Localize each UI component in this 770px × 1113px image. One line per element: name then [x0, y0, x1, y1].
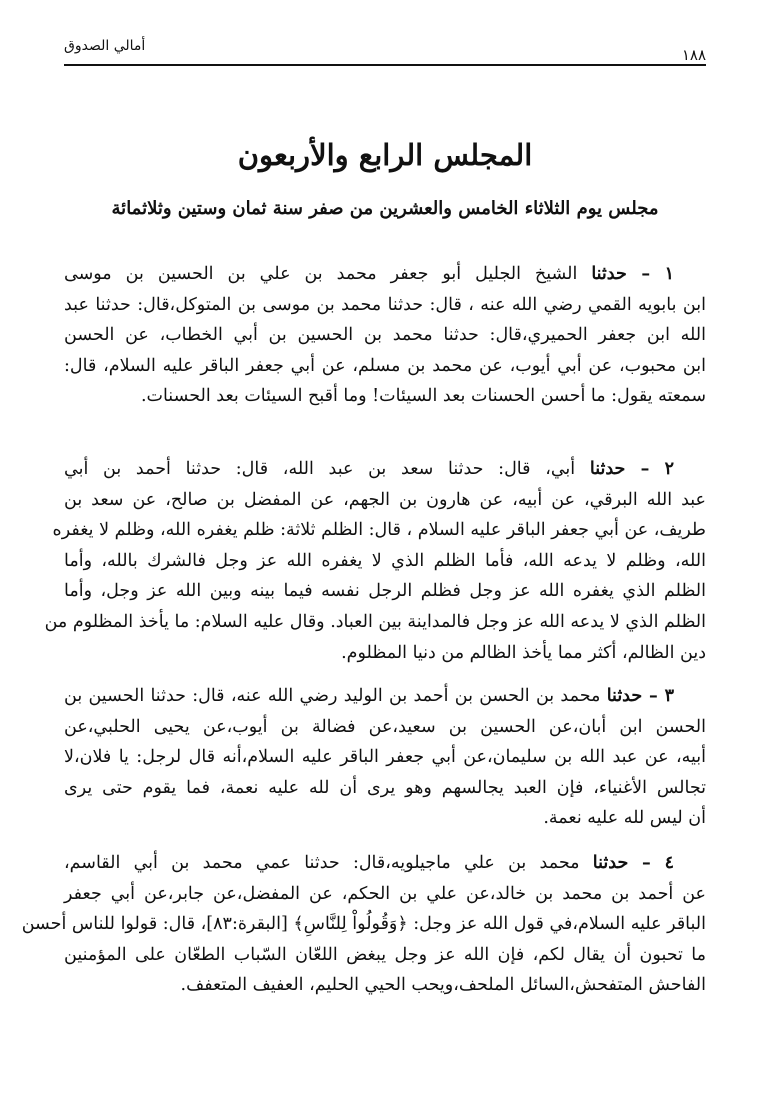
chapter-subtitle: مجلس يوم الثلاثاء الخامس والعشرين من صفر سنة ثمان وستين وثلاثمائة [111, 198, 659, 219]
text-line [64, 681, 706, 712]
hadith-number-lead: ٣ – حدثنا [606, 686, 674, 706]
line-text: سمعته يقول: ما أحسن الحسنات بعد السيئات! وما أقبح السيئات بعد الحسنات. [140, 386, 706, 407]
line-text: الحسن ابن أبان،عن الحسين بن سعيد،عن فضالة بن أيوب،عن يحيى الحلبي،عن [64, 716, 706, 737]
hadith-paragraph [64, 681, 706, 834]
text-line [64, 546, 706, 577]
hadith-paragraph [21, 848, 706, 1001]
running-header [64, 36, 706, 66]
hadith-paragraph [44, 454, 706, 668]
text-line [64, 638, 706, 669]
text-line [21, 909, 706, 940]
text-line [64, 290, 706, 321]
text-line [64, 381, 706, 412]
line-text: عبد الله البرقي، عن أبيه، عن هارون بن الجهم، عن المفضل بن صالح، عن سعد بن [64, 489, 706, 510]
line-text: أبي، قال: حدثنا سعد بن عبد الله، قال: حدثنا أحمد بن أبي [64, 459, 576, 479]
line-text: تجالس الأغنياء، فإن العبد يجالسهم وهو يرى أن لله عليه نعمة، فما يقوم حتى يرى [64, 777, 706, 798]
text-line [64, 712, 706, 743]
text-line [44, 607, 706, 638]
chapter-title: المجلس الرابع والأربعون [237, 138, 533, 172]
page-number: ١٨٨ [681, 46, 706, 64]
line-text: ابن بابويه القمي رضي الله عنه ، قال: حدثنا محمد بن موسى بن المتوكل،قال: حدثنا عبد [64, 294, 706, 315]
text-line [64, 351, 706, 382]
text-line [64, 320, 706, 351]
hadith-number-lead: ١ – حدثنا [591, 264, 674, 284]
text-line [64, 259, 706, 290]
line-text: محمد بن علي ماجيلويه،قال: حدثنا عمي محمد بن أبي القاسم، [64, 853, 580, 873]
text-line [64, 803, 706, 834]
line-text: الظلم الذي يغفره الله عز وجل فظلم الرجل نفسه فيما بينه وبين الله عز وجل، وأما [64, 581, 706, 602]
line-text: الله ابن جعفر الحميري،قال: حدثنا محمد بن الحسين بن أبي الخطاب، عن الحسن [64, 325, 706, 346]
text-line [64, 742, 706, 773]
text-line [64, 940, 706, 971]
text-line [64, 576, 706, 607]
book-title: أمالي الصدوق [64, 38, 146, 54]
hadith-paragraph [64, 259, 706, 412]
line-text: محمد بن الحسن بن أحمد بن الوليد رضي الله عنه، قال: حدثنا الحسين بن [64, 686, 601, 706]
line-text: ما تحبون أن يقال لكم، فإن الله عز وجل يبغض اللعّان السّباب الطعّان على المؤمنين [64, 944, 706, 965]
line-text: ابن محبوب، عن أبي أيوب، عن محمد بن مسلم، عن أبي جعفر الباقر عليه السلام، قال: [64, 355, 706, 376]
hadith-number-lead: ٢ – حدثنا [589, 459, 674, 479]
line-text: أبيه، عن عبد الله بن سليمان،عن أبي جعفر الباقر عليه السلام،أنه قال لرجل: يا فلان،لا [64, 747, 706, 768]
header-rule [64, 64, 706, 66]
line-text: دين الظالم، أكثر مما يأخذ الظالم من دنيا المظلوم. [341, 642, 706, 663]
line-text: عن أحمد بن محمد بن خالد،عن علي بن الحكم، عن المفضل،عن جابر،عن أبي جعفر [64, 883, 706, 904]
line-text: الشيخ الجليل أبو جعفر محمد بن علي بن الحسين بن موسى [64, 264, 578, 284]
text-line [64, 485, 706, 516]
line-text: الباقر عليه السلام،في قول الله عز وجل: ﴿وَقُولُواْ لِلنَّاسِ﴾ [البقرة:٨٣]، قال: قولوا للناس أحسن [21, 914, 706, 935]
text-line [64, 879, 706, 910]
line-text: الظلم الذي لا يدعه الله عز وجل فالمداينة بين العباد. وقال عليه السلام: ما يأخذ المظلوم من [44, 611, 706, 632]
text-line [64, 848, 706, 879]
line-text: طريف، عن أبي جعفر الباقر عليه السلام ، قال: الظلم ثلاثة: ظلم يغفره الله، وظلم لا يغفره [52, 520, 706, 541]
text-line [52, 515, 706, 546]
text-line [64, 773, 706, 804]
text-line [64, 454, 706, 485]
text-line [64, 970, 706, 1001]
line-text: الفاحش المتفحش،السائل الملحف،ويحب الحيي الحليم، العفيف المتعفف. [180, 975, 706, 996]
line-text: أن ليس لله عليه نعمة. [543, 808, 706, 829]
line-text: الله، وظلم لا يدعه الله، فأما الظلم الذي لا يغفره الله عز وجل فالشرك بالله، وأما [64, 550, 706, 571]
hadith-number-lead: ٤ – حدثنا [592, 853, 674, 873]
